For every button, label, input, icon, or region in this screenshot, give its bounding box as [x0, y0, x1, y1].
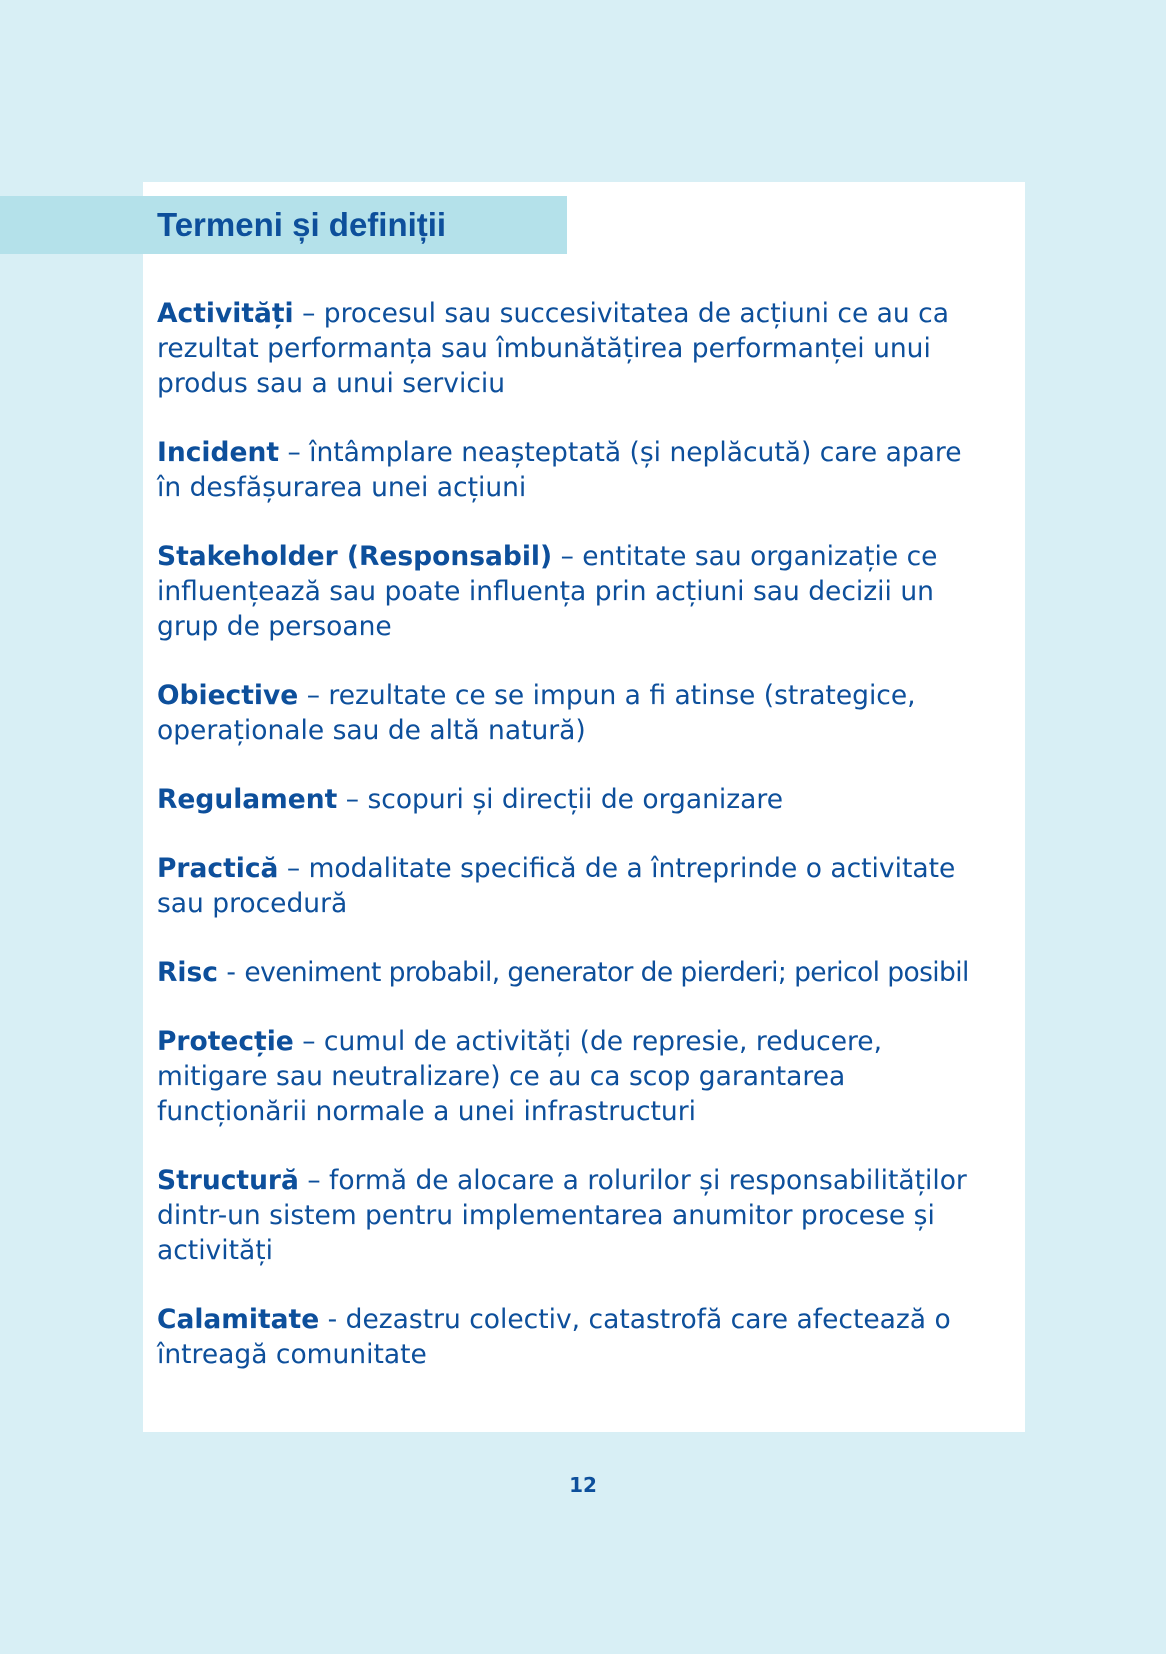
- definition-text: operaționale sau de altă natură): [157, 715, 586, 746]
- definition-separator: –: [307, 1165, 321, 1196]
- definition-item: [157, 782, 1017, 817]
- definition-separator: –: [302, 1026, 316, 1057]
- definition-term: Risc: [157, 957, 218, 988]
- definition-item: [157, 678, 1017, 748]
- definition-term: Calamitate: [157, 1304, 320, 1335]
- definition-text: modalitate specifică de a întreprinde o activitate: [308, 853, 956, 884]
- definition-separator: –: [286, 853, 301, 884]
- definition-term: Structură: [157, 1165, 299, 1196]
- definition-item: [157, 851, 1017, 921]
- definition-item: [157, 1024, 1017, 1129]
- definition-text: scopuri și direcții de organizare: [367, 784, 784, 815]
- definition-text: influențează sau poate influența prin acțiuni sau decizii un: [157, 576, 934, 607]
- definition-term: Regulament: [157, 784, 338, 815]
- page-title: Termeni și definiții: [157, 206, 447, 243]
- definition-separator: -: [226, 957, 236, 988]
- definition-text: entitate sau organizație ce: [582, 541, 938, 572]
- definition-text: formă de alocare a rolurilor și responsabilităților: [329, 1165, 967, 1196]
- definition-separator: –: [560, 541, 574, 572]
- definition-term: Obiective: [157, 680, 299, 711]
- definition-text: funcționării normale a unei infrastructuri: [157, 1096, 696, 1127]
- page-number: 12: [569, 1473, 597, 1497]
- definition-separator: -: [327, 1304, 338, 1335]
- definition-term: Incident: [157, 437, 279, 468]
- definition-separator: –: [306, 680, 320, 711]
- definition-item: [157, 1302, 1017, 1372]
- definition-term: Activități: [157, 298, 294, 329]
- definition-item: [157, 539, 1017, 644]
- definition-separator: –: [287, 437, 301, 468]
- definition-text: eveniment probabil, generator de pierderi; pericol posibil: [244, 957, 969, 988]
- definition-text: în desfășurarea unei acțiuni: [157, 472, 527, 503]
- definition-text: activități: [157, 1235, 273, 1266]
- definition-text: procesul sau succesivitatea de acțiuni ce au ca: [323, 298, 949, 329]
- definition-term: Practică: [157, 853, 279, 884]
- definition-text: rezultat performanța sau îmbunătățirea performanței unui: [157, 333, 931, 364]
- definition-text: grup de persoane: [157, 611, 392, 642]
- definition-term: Protecție: [157, 1026, 294, 1057]
- definition-item: [157, 296, 1017, 401]
- definition-text: întâmplare neașteptată (și neplăcută) care apare: [309, 437, 962, 468]
- definition-text: dintr-un sistem pentru implementarea anumitor procese și: [157, 1200, 935, 1231]
- definition-item: [157, 1163, 1017, 1268]
- definition-separator: –: [345, 784, 359, 815]
- definition-text: mitigare sau neutralizare) ce au ca scop garantarea: [157, 1061, 846, 1092]
- definition-text: rezultate ce se impun a fi atinse (strategice,: [328, 680, 916, 711]
- definition-item: [157, 435, 1017, 505]
- definition-item: [157, 955, 1017, 990]
- definition-term: Stakeholder (Responsabil): [157, 541, 553, 572]
- definition-text: produs sau a unui serviciu: [157, 368, 506, 399]
- definition-text: sau procedură: [157, 888, 348, 919]
- definition-separator: –: [302, 298, 316, 329]
- definition-text: dezastru colectiv, catastrofă care afectează o: [345, 1304, 951, 1335]
- definition-text: cumul de activități (de represie, reducere,: [323, 1026, 883, 1057]
- definition-text: întreagă comunitate: [157, 1339, 427, 1370]
- definitions-list: [157, 296, 1017, 1406]
